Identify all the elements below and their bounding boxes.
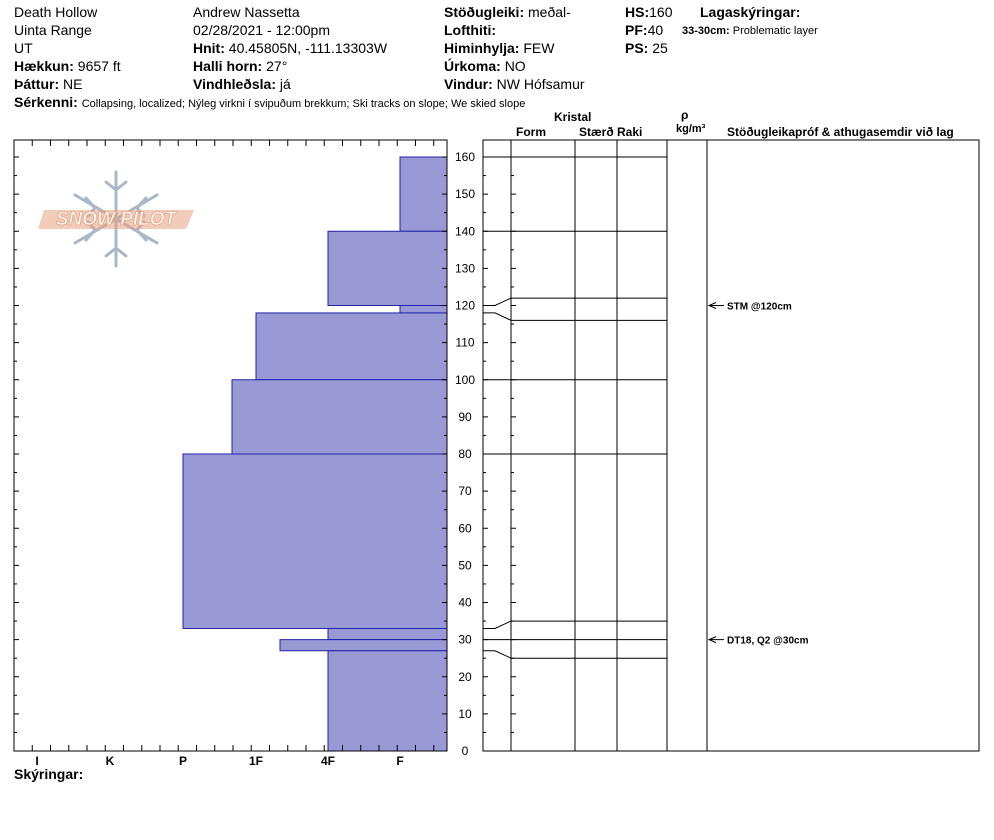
ps-value: 25	[652, 40, 668, 56]
precip-value: NO	[504, 58, 526, 74]
crystal-header: Kristal	[554, 110, 592, 124]
pf-label: PF:	[625, 22, 648, 38]
hardness-axis-label: I	[35, 754, 39, 768]
layer-connector	[483, 298, 511, 305]
hardness-axis-label: 4F	[320, 754, 336, 768]
wind-value: NW Hófsamur	[496, 76, 585, 92]
hs-label: HS:	[625, 4, 650, 20]
sky-label: Himinhylja:	[444, 40, 520, 56]
location-name: Death Hollow	[14, 4, 98, 20]
layer-note-text: Problematic layer	[732, 25, 818, 37]
depth-tick-label: 40	[458, 595, 472, 610]
depth-tick-label: 10	[458, 706, 472, 721]
depth-tick-label: 30	[458, 632, 472, 647]
depth-tick-label: 110	[455, 335, 475, 350]
depth-tick-label: 120	[454, 298, 476, 313]
state-name: UT	[14, 40, 33, 56]
aspect-value: NE	[63, 76, 83, 92]
observer-name: Andrew Nassetta	[193, 4, 300, 20]
density-unit-header: kg/m³	[676, 123, 706, 135]
hardness-bar	[400, 306, 447, 313]
hardness-bar	[400, 157, 447, 231]
layer-connector	[483, 621, 511, 628]
depth-tick-label: 60	[458, 521, 472, 536]
depth-tick-label: 160	[454, 150, 476, 164]
hardness-axis-label: K	[105, 754, 115, 768]
size-header: Stærð	[579, 125, 614, 139]
depth-tick-label: 50	[458, 558, 472, 573]
layer-connector	[483, 313, 511, 320]
features-value: Collapsing, localized; Nýleg virkni í svipuðum brekkum; Ski tracks on slope; We skied slope	[81, 98, 526, 110]
wind-label: Vindur:	[444, 76, 493, 92]
elevation-value: 9657 ft	[77, 58, 121, 74]
features-label: Sérkenni:	[14, 94, 78, 110]
hardness-axis-label: F	[396, 754, 404, 768]
wind-loading-value: já	[279, 76, 291, 92]
layer-connector	[483, 651, 511, 658]
stability-label: Stöðugleiki:	[444, 4, 525, 20]
test-result-label: STM @120cm	[727, 301, 792, 313]
depth-tick-label: 20	[458, 669, 472, 684]
air-temp-label: Lofthiti:	[444, 22, 497, 38]
logo-text: SNOW PILOT	[55, 209, 177, 230]
layer-note-depth: 33-30cm:	[682, 25, 730, 37]
elevation-label: Hækkun:	[14, 58, 74, 74]
depth-tick-label: 140	[454, 224, 476, 239]
hardness-bar	[280, 640, 447, 651]
layer-notes-label: Lagaskýringar:	[700, 4, 801, 20]
observation-datetime: 02/28/2021 - 12:00pm	[193, 22, 330, 38]
sky-value: FEW	[523, 40, 555, 56]
depth-tick-label: 0	[461, 744, 469, 758]
stability-value: meðal-	[528, 4, 571, 20]
wind-loading-label: Vindhleðsla:	[193, 76, 276, 92]
depth-tick-label: 90	[458, 409, 472, 424]
precip-label: Úrkoma:	[444, 58, 501, 74]
depth-tick-label: 130	[454, 261, 476, 276]
pf-value: 40	[647, 22, 664, 38]
ps-label: PS:	[625, 40, 649, 56]
range-name: Uinta Range	[14, 22, 92, 38]
moisture-header: Raki	[617, 125, 643, 139]
hardness-bar	[328, 628, 447, 639]
coords-value: 40.45805N, -111.13303W	[228, 40, 388, 56]
hardness-bar	[232, 380, 447, 454]
depth-tick-label: 100	[454, 372, 476, 387]
tests-header: Stöðugleikapróf & athugasemdir við lag	[727, 125, 954, 139]
hardness-axis-label: 1F	[248, 754, 264, 768]
form-header: Form	[516, 125, 546, 139]
slope-value: 27°	[266, 58, 288, 74]
hardness-bar	[328, 231, 447, 305]
depth-tick-label: 70	[458, 484, 472, 499]
hardness-bar	[256, 313, 447, 380]
aspect-label: Þáttur:	[14, 76, 60, 92]
hs-value: 160	[649, 4, 673, 20]
rho-header: ρ	[681, 108, 689, 122]
remarks-label: Skýringar:	[14, 766, 84, 782]
depth-tick-label: 80	[458, 447, 472, 461]
hardness-axis-label: P	[178, 754, 188, 768]
snowpilot-logo	[38, 172, 194, 266]
hardness-bar	[183, 454, 447, 628]
hardness-bar	[328, 651, 447, 751]
depth-tick-label: 150	[454, 187, 476, 202]
test-result-label: DT18, Q2 @30cm	[727, 635, 809, 647]
coords-label: Hnit:	[193, 40, 225, 56]
slope-label: Halli horn:	[193, 58, 263, 74]
